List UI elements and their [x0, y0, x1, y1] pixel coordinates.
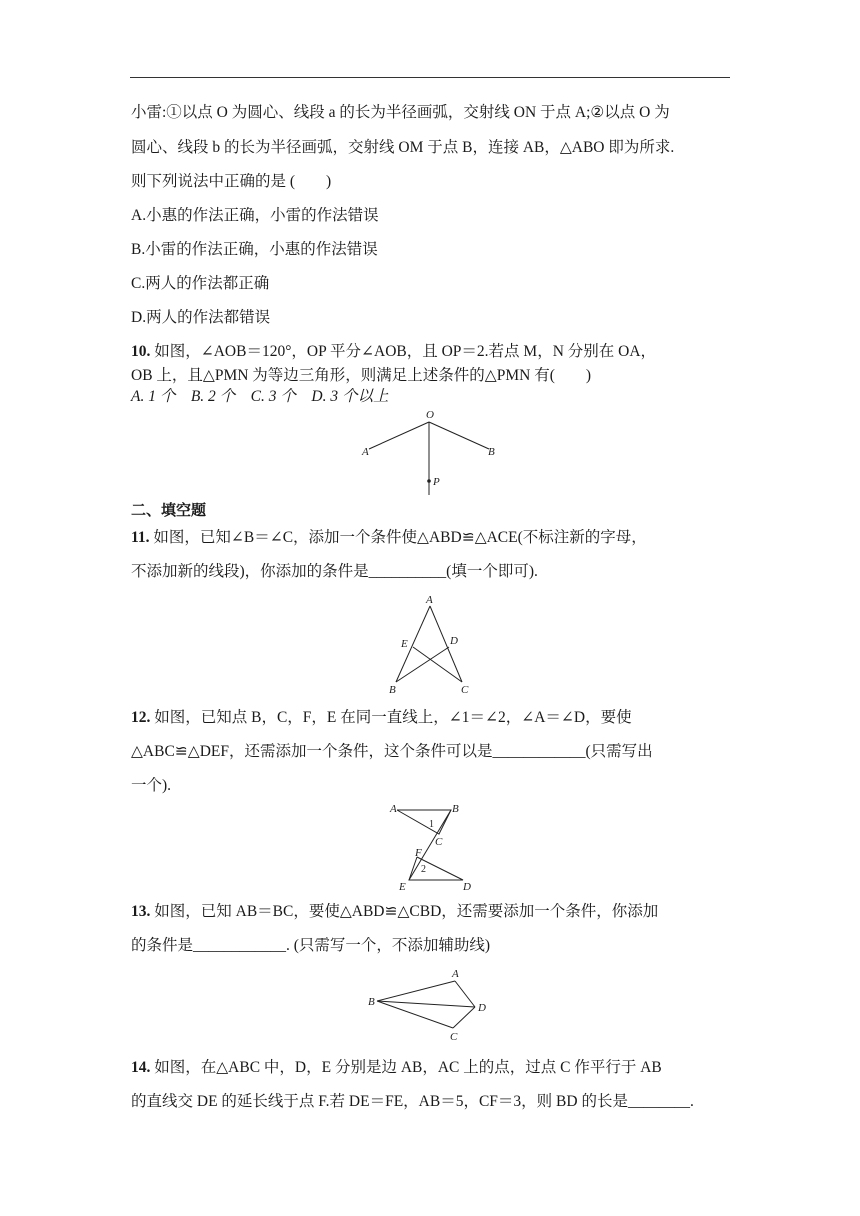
q13-figure: [365, 965, 500, 1045]
q9-option-d: D.两人的作法都错误: [131, 309, 271, 326]
q12-line-1: [131, 708, 731, 728]
triangle-abc: [397, 810, 451, 834]
q14-number: 14.: [131, 1059, 151, 1076]
q10-text-1: 如图，∠AOB＝120°，OP 平分∠AOB，且 OP＝2.若点 M，N 分别在 OA，: [154, 343, 657, 360]
label-a: A: [452, 968, 459, 980]
label-d: D: [478, 1002, 486, 1014]
q12-line-3: 一个).: [131, 777, 172, 794]
q9-line-1: 小雷:①以点 O 为圆心、线段 a 的长为半径画弧，交射线 ON 于点 A;②以点 O 为: [131, 104, 670, 121]
q12-figure: [383, 800, 483, 895]
ray-ob: [429, 422, 489, 449]
label-e: E: [399, 881, 406, 893]
q9-line-3: 则下列说法中正确的是 ( ): [131, 173, 332, 190]
q9-option-b: B.小雷的作法正确，小惠的作法错误: [131, 241, 378, 258]
segment-ba: [377, 981, 455, 1001]
segment-cd: [453, 1007, 475, 1028]
label-c: C: [435, 836, 443, 848]
q9-option-c: C.两人的作法都正确: [131, 275, 270, 292]
q14-text-1: 如图，在△ABC 中，D，E 分别是边 AB，AC 上的点，过点 C 作平行于 AB: [154, 1059, 662, 1076]
label-c: C: [450, 1031, 458, 1043]
segment-ad: [455, 981, 475, 1007]
label-f: F: [415, 847, 422, 859]
q12-number: 12.: [131, 709, 151, 726]
q10-line-1: [131, 342, 731, 362]
q9-option-a: A.小惠的作法正确，小雷的作法错误: [131, 207, 379, 224]
q10-options: A. 1 个 B. 2 个 C. 3 个 D. 3 个以上: [131, 388, 389, 405]
point-p-dot: [427, 479, 431, 483]
label-a: A: [362, 446, 369, 458]
label-b: B: [488, 446, 495, 458]
q14-line-1: [131, 1058, 731, 1078]
q13-line-2: 的条件是____________. (只需写一个，不添加辅助线): [131, 937, 491, 954]
q14-line-2: 的直线交 DE 的延长线于点 F.若 DE＝FE，AB＝5，CF＝3，则 BD 的长是________.: [131, 1093, 694, 1110]
header-rule: [130, 77, 730, 78]
label-p: P: [433, 476, 440, 488]
q13-line-1: [131, 902, 731, 922]
label-c: C: [461, 684, 469, 696]
q11-line-2: 不添加新的线段)，你添加的条件是__________(填一个即可).: [131, 563, 538, 580]
q13-text-1: 如图，已知 AB＝BC，要使△ABD≌△CBD，还需要添加一个条件，你添加: [154, 903, 659, 920]
section-title: 二、填空题: [131, 501, 207, 519]
label-o: O: [426, 409, 434, 421]
q13-number: 13.: [131, 903, 151, 920]
label-d: D: [463, 881, 471, 893]
label-d: D: [450, 635, 458, 647]
triangle-def: [409, 857, 463, 880]
q11-figure: [385, 592, 475, 697]
q12-text-1: 如图，已知点 B，C，F，E 在同一直线上，∠1＝∠2，∠A＝∠D，要使: [154, 709, 632, 726]
q11-line-1: [131, 528, 731, 548]
label-b: B: [368, 996, 375, 1008]
label-a: A: [426, 594, 433, 606]
label-b: B: [389, 684, 396, 696]
q9-line-2: 圆心、线段 b 的长为半径画弧，交射线 OM 于点 B，连接 AB，△ABO 即为所求.: [131, 139, 675, 156]
label-angle-2: 2: [421, 864, 426, 875]
label-angle-1: 1: [429, 819, 434, 830]
q11-text-1: 如图，已知∠B＝∠C，添加一个条件使△ABD≌△ACE(不标注新的字母，: [153, 529, 647, 546]
q12-line-2: △ABC≌△DEF，还需添加一个条件，这个条件可以是____________(只需写出: [131, 743, 653, 760]
label-b: B: [452, 803, 459, 815]
ray-oa: [369, 422, 429, 449]
label-a: A: [390, 803, 397, 815]
q10-figure: [360, 405, 500, 500]
q10-line-2: OB 上，且△PMN 为等边三角形，则满足上述条件的△PMN 有( ): [131, 367, 592, 384]
q11-number: 11.: [131, 529, 150, 546]
q10-number: 10.: [131, 343, 151, 360]
label-e: E: [401, 638, 408, 650]
